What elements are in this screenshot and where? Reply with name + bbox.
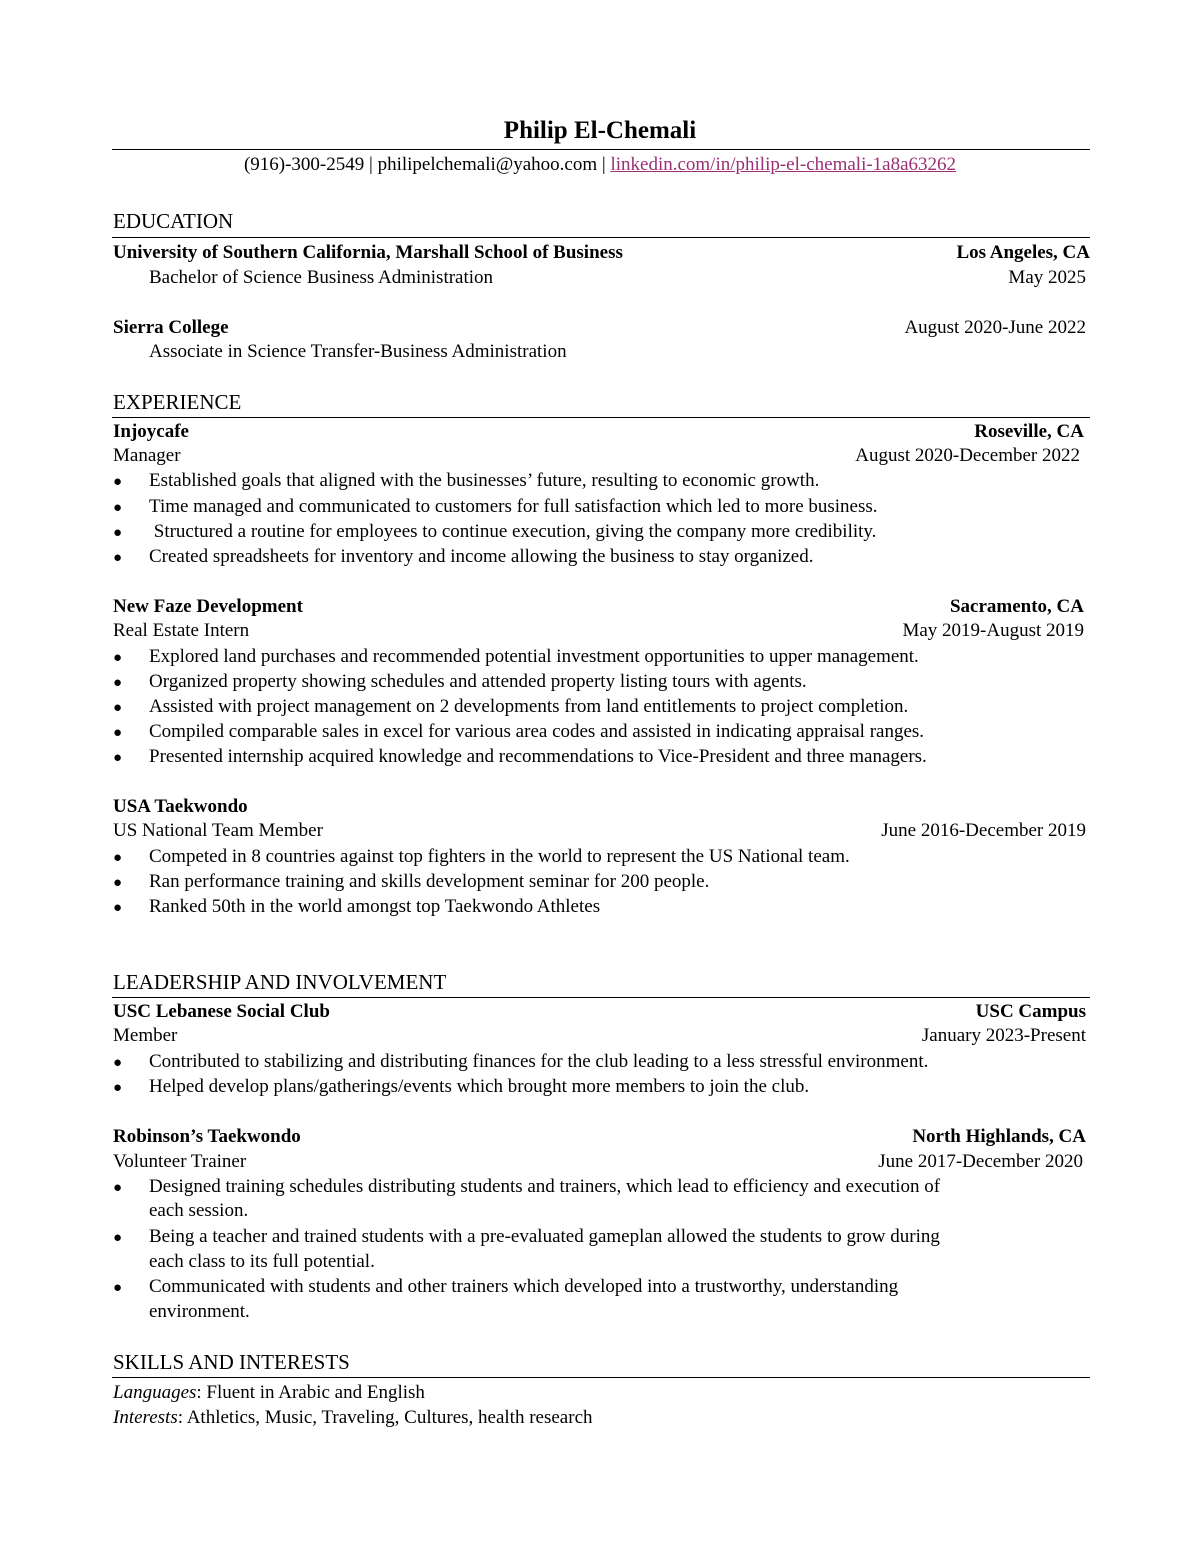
list-item: Designed training schedules distributing students and trainers, which lead to efficiency and execution of (149, 1176, 941, 1197)
sierra-school: Sierra College (113, 317, 229, 338)
resume-name: Philip El-Chemali (503, 117, 697, 144)
list-item: Organized property showing schedules and attended property listing tours with agents. (149, 671, 807, 692)
education-heading: EDUCATION (113, 209, 234, 233)
list-item: Contributed to stabilizing and distributing finances for the club leading to a less stressful environment. (149, 1051, 929, 1072)
list-item-continuation: each class to its full potential. (149, 1251, 375, 1272)
bullet-icon: ● (113, 900, 123, 916)
bullet-icon: ● (113, 500, 123, 516)
list-item: Structured a routine for employees to continue execution, giving the company more credibility. (149, 521, 877, 542)
list-item: Ranked 50th in the world amongst top Taekwondo Athletes (149, 896, 601, 917)
robinson-org: Robinson’s Taekwondo (113, 1126, 301, 1147)
robinson-date: June 2017-December 2020 (878, 1151, 1083, 1172)
list-item: Compiled comparable sales in excel for various area codes and assisted in indicating appraisal ranges. (149, 721, 925, 742)
injoy-date: August 2020-December 2022 (855, 445, 1080, 466)
email: philipelchemali@yahoo.com (377, 154, 598, 175)
robinson-location: North Highlands, CA (912, 1126, 1086, 1147)
experience-rule (112, 417, 1090, 418)
contact-separator: | (597, 154, 611, 175)
skills-rule (112, 1377, 1090, 1378)
bullet-icon: ● (113, 750, 123, 766)
faze-org: New Faze Development (113, 596, 303, 617)
bullet-icon: ● (113, 850, 123, 866)
faze-location: Sacramento, CA (949, 596, 1084, 617)
robinson-role: Volunteer Trainer (113, 1151, 247, 1172)
bullet-icon: ● (113, 1280, 123, 1296)
list-item: Helped develop plans/gatherings/events which brought more members to join the club. (149, 1076, 810, 1097)
contact-line (0, 155, 1200, 174)
linkedin-link[interactable]: linkedin.com/in/philip-el-chemali-1a8a63262 (610, 154, 957, 175)
bullet-icon: ● (113, 1055, 123, 1071)
phone: (916)-300-2549 (243, 154, 365, 175)
header-rule (112, 149, 1090, 150)
list-item: Explored land purchases and recommended potential investment opportunities to upper management. (149, 646, 919, 667)
list-item-continuation: environment. (149, 1301, 250, 1322)
bullet-icon: ● (113, 875, 123, 891)
bullet-icon: ● (113, 725, 123, 741)
languages-line (113, 1383, 425, 1402)
experience-heading: EXPERIENCE (113, 390, 242, 414)
usatkd-date: June 2016-December 2019 (881, 820, 1086, 841)
sierra-degree: Associate in Science Transfer-Business Administration (149, 341, 567, 362)
list-item: Competed in 8 countries against top fighters in the world to represent the US National team. (149, 846, 850, 867)
bullet-icon: ● (113, 650, 123, 666)
faze-date: May 2019-August 2019 (902, 620, 1084, 641)
sierra-date: August 2020-June 2022 (904, 317, 1086, 338)
usc-date: May 2025 (1008, 267, 1086, 288)
bullet-icon: ● (113, 550, 123, 566)
contact-separator: | (364, 154, 378, 175)
list-item: Communicated with students and other trainers which developed into a trustworthy, understanding (149, 1276, 899, 1297)
languages-value: : Fluent in Arabic and English (196, 1382, 425, 1403)
usc-school: University of Southern California, Marshall School of Business (113, 242, 623, 263)
usatkd-org: USA Taekwondo (113, 796, 248, 817)
list-item: Presented internship acquired knowledge and recommendations to Vice-President and three managers. (149, 746, 927, 767)
interests-value: : Athletics, Music, Traveling, Cultures, health research (177, 1407, 593, 1428)
injoy-org: Injoycafe (113, 421, 189, 442)
usc-location: Los Angeles, CA (956, 242, 1090, 263)
list-item-continuation: each session. (149, 1200, 249, 1221)
bullet-icon: ● (113, 675, 123, 691)
education-rule (112, 237, 1090, 238)
bullet-icon: ● (113, 700, 123, 716)
faze-role: Real Estate Intern (113, 620, 250, 641)
list-item: Assisted with project management on 2 developments from land entitlements to project completion. (149, 696, 909, 717)
lsc-org: USC Lebanese Social Club (113, 1001, 330, 1022)
list-item: Established goals that aligned with the businesses’ future, resulting to economic growth. (149, 470, 820, 491)
bullet-icon: ● (113, 1230, 123, 1246)
usc-degree: Bachelor of Science Business Administration (149, 267, 494, 288)
lsc-date: January 2023-Present (921, 1025, 1086, 1046)
languages-label: Languages (113, 1382, 197, 1403)
list-item: Time managed and communicated to customers for full satisfaction which led to more business. (149, 496, 878, 517)
injoy-location: Roseville, CA (974, 421, 1084, 442)
lsc-location: USC Campus (975, 1001, 1086, 1022)
list-item: Being a teacher and trained students with a pre-evaluated gameplan allowed the students to grow during (149, 1226, 940, 1247)
interests-label: Interests (113, 1407, 178, 1428)
bullet-icon: ● (113, 1080, 123, 1096)
bullet-icon: ● (113, 525, 123, 541)
list-item: Created spreadsheets for inventory and income allowing the business to stay organized. (149, 546, 814, 567)
bullet-icon: ● (113, 1180, 123, 1196)
usatkd-role: US National Team Member (113, 820, 323, 841)
skills-heading: SKILLS AND INTERESTS (113, 1350, 350, 1374)
lsc-role: Member (113, 1025, 178, 1046)
bullet-icon: ● (113, 474, 123, 490)
leadership-rule (112, 997, 1090, 998)
injoy-role: Manager (113, 445, 181, 466)
leadership-heading: LEADERSHIP AND INVOLVEMENT (113, 970, 447, 994)
list-item: Ran performance training and skills development seminar for 200 people. (149, 871, 710, 892)
interests-line (113, 1408, 593, 1427)
